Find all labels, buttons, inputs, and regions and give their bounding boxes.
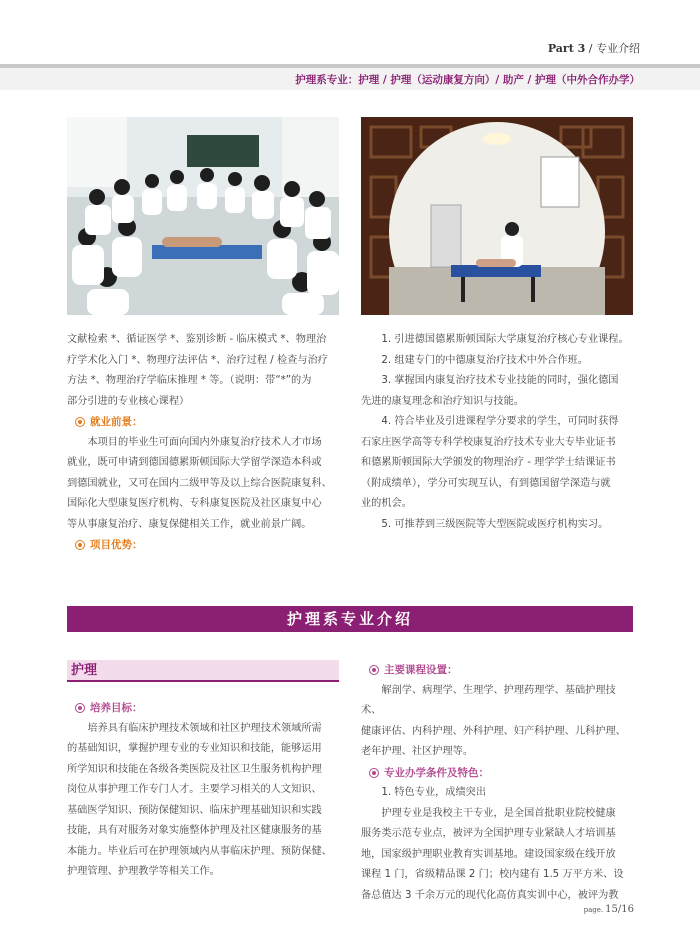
header-subtitle: 护理系专业：护理 / 护理（运动康复方向）/ 助产 / 护理（中外合作办学） [295, 74, 640, 86]
section-banner: 护理系专业介绍 [67, 606, 633, 632]
text-line: 石家庄医学高等专科学校康复治疗技术专业大专毕业证书 [361, 436, 616, 448]
text-line: 地，国家级护理职业教育实训基地。建设国家级在线开放 [361, 848, 616, 860]
employment-heading [67, 412, 342, 433]
text-line: 1. 特色专业，成绩突出 [381, 787, 487, 798]
feature-title: 专业办学条件及特色： [384, 766, 489, 779]
part-separator: / [585, 42, 596, 55]
course-title: 主要课程设置： [384, 664, 458, 676]
nursing-courses [361, 660, 636, 906]
text-line: 健康评估、内科护理、外科护理、妇产科护理、儿科护理、 [361, 725, 626, 737]
bullet-icon [369, 665, 379, 675]
text-line: 解剖学、病理学、生理学、护理药理学、基础护理技术、 [361, 684, 616, 716]
right-top-text [361, 330, 636, 535]
therapy-room-photo [361, 117, 633, 315]
nursing-title: 护理 [67, 660, 339, 682]
text-line: 本项目的毕业生可面向国内外康复治疗技术人才市场 [87, 436, 322, 448]
text-line: 国际化大型康复医疗机构、专科康复医院及社区康复中心 [67, 498, 322, 509]
left-top-text [67, 330, 342, 556]
text-line: 业的机会。 [361, 498, 412, 509]
text-line: 技能，具有对服务对象实施整体护理及社区健康服务的基 [67, 825, 322, 836]
text-line: 先进的康复理念和治疗知识与技能。 [361, 395, 524, 407]
text-line: 1. 引进德国德累斯顿国际大学康复治疗核心专业课程。 [381, 334, 629, 345]
text-line: 护理管理、护理教学等相关工作。 [67, 866, 220, 877]
text-line: 方法 *、物理治疗学临床推理 * 等。（说明：带“*”的为 [67, 375, 312, 386]
text-line: 疗学术化入门 *、物理疗法评估 *、治疗过程 / 检查与治疗 [67, 354, 328, 366]
text-line: 2. 组建专门的中德康复治疗技术中外合作班。 [381, 354, 588, 366]
classroom-photo [67, 117, 339, 315]
bullet-icon [75, 540, 85, 550]
goal-heading [67, 698, 342, 719]
text-line: 所学知识和技能在各级各类医院及社区卫生服务机构护理 [67, 763, 322, 775]
bullet-icon [369, 768, 379, 778]
text-line: 等从事康复治疗、康复保健相关工作，就业前景广阔。 [67, 518, 312, 530]
employment-title: 就业前景： [90, 416, 143, 428]
text-line: 基础医学知识、预防保健知识、临床护理基础知识和实践 [67, 804, 322, 816]
text-line: 的基础知识，掌握护理专业的专业知识和技能，能够运用 [67, 743, 322, 754]
nursing-goal [67, 698, 342, 883]
text-line: 部分引进的专业核心课程） [67, 395, 190, 407]
text-line: 文献检索 *、循证医学 *、鉴别诊断 - 临床模式 *、物理治 [67, 334, 327, 345]
text-line: 岗位从事护理工作专门人才。主要学习相关的人文知识、 [67, 784, 322, 795]
page-value: 15/16 [605, 904, 634, 915]
text-line: 服务类示范专业点，被评为全国护理专业紧缺人才培训基 [361, 828, 616, 839]
bullet-icon [75, 703, 85, 713]
text-line: 课程 1 门，省级精品课 2 门；校内建有 1.5 万平方米、设 [361, 869, 624, 880]
text-line: 3. 掌握国内康复治疗技术专业技能的同时，强化德国 [381, 375, 619, 386]
advantage-heading [67, 535, 342, 556]
header-part [548, 40, 640, 56]
text-line: 就业，既可申请到德国德累斯顿国际大学留学深造本科或 [67, 457, 322, 468]
page-number [584, 904, 634, 915]
text-line: （附成绩单），学分可实现互认，有到德国留学深造与就 [361, 477, 611, 489]
text-line: 5. 可推荐到三级医院等大型医院或医疗机构实习。 [381, 518, 609, 530]
text-line: 培养具有临床护理技术领域和社区护理技术领域所需 [87, 722, 322, 734]
text-line: 老年护理、社区护理等。 [361, 746, 474, 757]
section-label: 专业介绍 [596, 42, 640, 55]
page-label: page. [583, 906, 604, 914]
goal-title: 培养目标： [90, 702, 143, 714]
feature-heading [361, 763, 636, 784]
bullet-icon [75, 417, 85, 427]
course-heading [361, 660, 636, 681]
advantage-title: 项目优势： [90, 539, 143, 551]
text-line: 到德国就业，又可在国内二级甲等及以上综合医院康复科、 [67, 477, 332, 489]
text-line: 本能力。毕业后可在护理领域内从事临床护理、预防保健、 [67, 845, 332, 857]
text-line: 备总值达 3 千余万元的现代化高仿真实训中心，被评为教 [361, 889, 619, 901]
text-line: 4. 符合毕业及引进课程学分要求的学生，可同时获得 [381, 416, 619, 427]
text-line: 和德累斯顿国际大学颁发的物理治疗 - 理学学士结课证书 [361, 457, 616, 468]
text-line: 护理专业是我校主干专业，是全国首批职业院校健康 [381, 807, 616, 819]
part-label: Part 3 [547, 42, 586, 55]
